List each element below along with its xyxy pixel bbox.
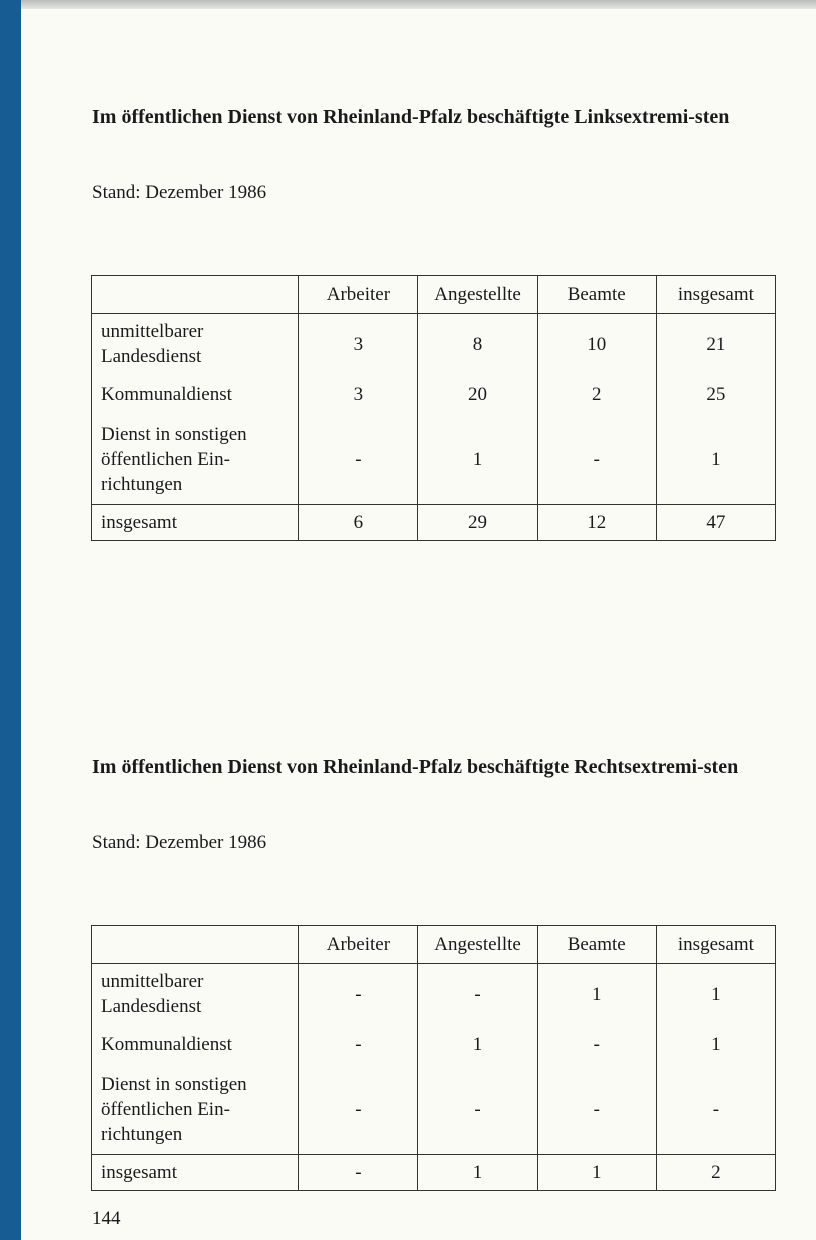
row-label: Kommunaldienst [92,1024,299,1064]
cell-angestellte: 1 [418,1024,537,1064]
cell-beamte: 1 [537,964,656,1025]
total-beamte: 1 [537,1155,656,1191]
total-insgesamt: 2 [656,1155,775,1191]
total-arbeiter: 6 [299,505,418,541]
cell-beamte: - [537,414,656,505]
total-label: insgesamt [92,505,299,541]
row-label: Kommunaldienst [92,374,299,414]
header-beamte: Beamte [537,276,656,314]
header-insgesamt: insgesamt [656,926,775,964]
table-row [92,1024,776,1064]
stand-date: Stand: Dezember 1986 [92,832,267,853]
cell-angestellte: 20 [418,374,537,414]
total-arbeiter: - [299,1155,418,1191]
total-row [92,505,776,541]
table-title: Im öffentlichen Dienst von Rheinland-Pfalz beschäftigte Linksextremi-sten [92,106,730,128]
row-label: unmittelbarer Landesdienst [92,314,299,375]
header-angestellte: Angestellte [418,926,537,964]
cell-angestellte: - [418,964,537,1025]
table-row [92,1064,776,1155]
cell-arbeiter: - [299,1024,418,1064]
table-row [92,414,776,505]
table-row [92,964,776,1025]
header-empty [92,276,299,314]
section-rechtsextremisten [92,754,792,780]
total-insgesamt: 47 [656,505,775,541]
cell-arbeiter: - [299,964,418,1025]
total-beamte: 12 [537,505,656,541]
total-angestellte: 1 [418,1155,537,1191]
row-label: Dienst in sonstigen öffentlichen Ein-richtungen [92,414,299,505]
data-table-linksextremisten [91,275,776,541]
cell-insgesamt: 21 [656,314,775,375]
cell-angestellte: 1 [418,414,537,505]
header-row [92,276,776,314]
cell-arbeiter: - [299,1064,418,1155]
row-label: unmittelbarer Landesdienst [92,964,299,1025]
cell-beamte: - [537,1064,656,1155]
book-spine-stripe [0,0,21,1240]
cell-arbeiter: - [299,414,418,505]
cell-arbeiter: 3 [299,374,418,414]
cell-insgesamt: - [656,1064,775,1155]
cell-arbeiter: 3 [299,314,418,375]
header-beamte: Beamte [537,926,656,964]
table-row [92,374,776,414]
cell-insgesamt: 1 [656,1024,775,1064]
header-arbeiter: Arbeiter [299,926,418,964]
total-label: insgesamt [92,1155,299,1191]
cell-insgesamt: 25 [656,374,775,414]
cell-angestellte: 8 [418,314,537,375]
header-empty [92,926,299,964]
row-label: Dienst in sonstigen öffentlichen Ein-richtungen [92,1064,299,1155]
cell-beamte: 10 [537,314,656,375]
total-row [92,1155,776,1191]
data-table-rechtsextremisten [91,925,776,1191]
section-linksextremisten [92,104,792,130]
total-angestellte: 29 [418,505,537,541]
stand-date: Stand: Dezember 1986 [92,182,267,203]
cell-angestellte: - [418,1064,537,1155]
header-insgesamt: insgesamt [656,276,775,314]
page-number: 144 [92,1208,121,1229]
header-angestellte: Angestellte [418,276,537,314]
cell-beamte: - [537,1024,656,1064]
cell-insgesamt: 1 [656,414,775,505]
cell-beamte: 2 [537,374,656,414]
table-title: Im öffentlichen Dienst von Rheinland-Pfalz beschäftigte Rechtsextremi-sten [92,756,739,778]
header-arbeiter: Arbeiter [299,276,418,314]
header-row [92,926,776,964]
cell-insgesamt: 1 [656,964,775,1025]
page-top-edge [0,0,816,9]
table-row [92,314,776,375]
